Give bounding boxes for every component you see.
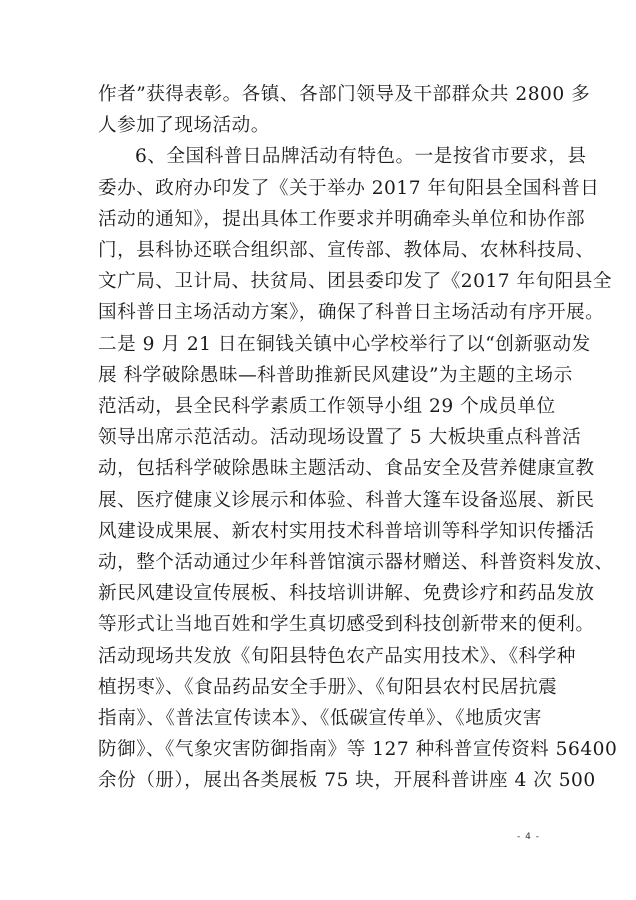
page-number: - 4 -: [517, 832, 540, 842]
paragraph-2-line-16: 等形式让当地百姓和学生真切感受到科技创新带来的便利。: [98, 614, 595, 636]
paragraph-2-line-8: 展 科学破除愚昧—科普助推新民风建设”为主题的主场示: [98, 364, 573, 386]
paragraph-1-line-2: 人参加了现场活动。: [98, 115, 270, 137]
paragraph-2-line-14: 动，整个活动通过少年科普馆演示器材赠送、科普资料发放、: [98, 552, 614, 573]
paragraph-2-line-6: 国科普日主场活动方案》，确保了科普日主场活动有序开展。: [98, 302, 605, 324]
paragraph-2-line-21: 余份（册），展出各类展板 75 块，开展科普讲座 4 次 500: [98, 770, 596, 792]
paragraph-2-line-11: 动，包括科学破除愚昧主题活动、食品安全及营养健康宣教: [98, 458, 595, 480]
paragraph-2-line-1: 6、全国科普日品牌活动有特色。一是按省市要求，县: [135, 146, 587, 168]
paragraph-2-line-4: 门，县科协还联合组织部、宣传部、教体局、农林科技局、: [98, 240, 595, 261]
paragraph-2-line-15: 新民风建设宣传展板、科技培训讲解、免费诊疗和药品发放: [98, 583, 595, 605]
paragraph-2-line-13: 风建设成果展、新农村实用技术科普培训等科学知识传播活: [98, 520, 595, 542]
paragraph-2-line-2: 委办、政府办印发了《关于举办 2017 年旬阳县全国科普日: [98, 177, 600, 199]
paragraph-2-line-20: 防御》、《气象灾害防御指南》等 127 种科普宣传资料 56400: [98, 739, 618, 761]
paragraph-1-line-1: 作者”获得表彰。各镇、各部门领导及干部群众共 2800 多: [98, 84, 591, 105]
paragraph-2-line-3: 活动的通知》，提出具体工作要求并明确牵头单位和协作部: [98, 208, 586, 230]
paragraph-2-line-17: 活动现场共发放《旬阳县特色农产品实用技术》、《科学种: [98, 645, 576, 667]
paragraph-2-line-7: 二是 9 月 21 日在铜钱关镇中心学校举行了以“创新驱动发: [98, 333, 591, 355]
paragraph-2-line-10: 领导出席示范活动。活动现场设置了 5 大板块重点科普活: [98, 427, 582, 449]
paragraph-2-line-19: 指南》、《普法宣传读本》、《低碳宣传单》、《地质灾害: [98, 708, 542, 729]
paragraph-2-line-9: 范活动，县全民科学素质工作领导小组 29 个成员单位: [98, 396, 556, 417]
paragraph-2-line-5: 文广局、卫计局、扶贫局、团县委印发了《2017 年旬阳县全: [98, 271, 612, 293]
paragraph-2-line-18: 植拐枣》、《食品药品安全手册》、《旬阳县农村民居抗震: [98, 676, 558, 698]
paragraph-2-line-12: 展、医疗健康义诊展示和体验、科普大篷车设备巡展、新民: [98, 489, 595, 511]
